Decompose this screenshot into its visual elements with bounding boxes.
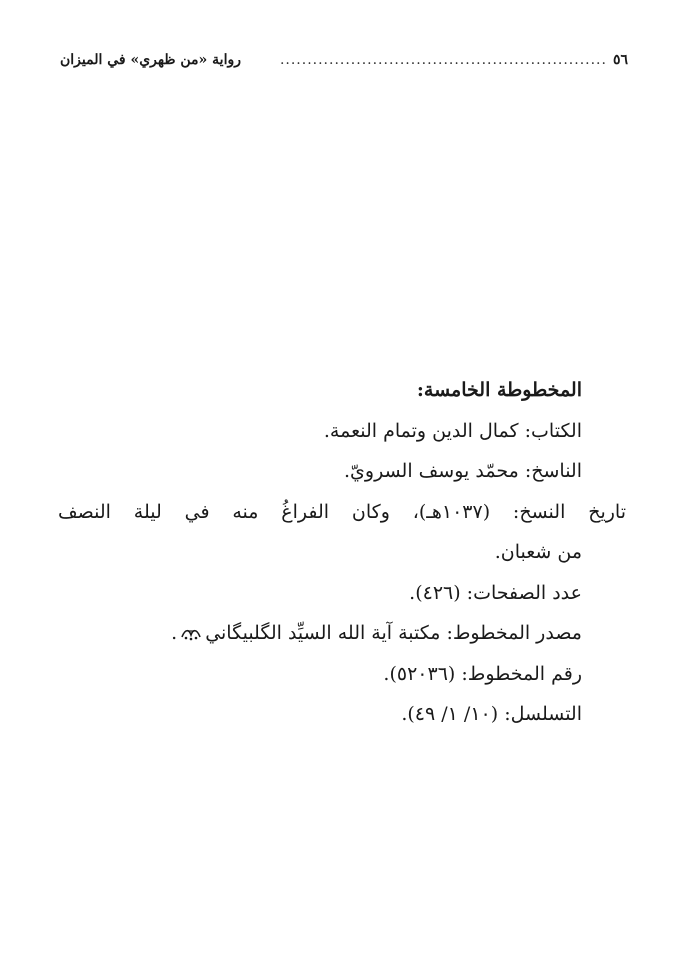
page-number: ٥٦ (612, 52, 628, 68)
source-text: مصدر المخطوط: مكتبة آية الله السيِّد الگلبيگاني (205, 622, 582, 644)
copyist-line: الناسخ: محمّد يوسف السرويّ. (344, 460, 582, 482)
running-title: رواية «من ظهري» في الميزان (60, 52, 241, 68)
manuscript-number-line: رقم المخطوط: (٥٢٠٣٦). (383, 662, 582, 685)
sequence-line: التسلسل: (١٠/ ١/ ٤٩). (401, 703, 582, 725)
honorific-seal-icon (180, 627, 202, 641)
pages-count-line: عدد الصفحات: (٤٢٦). (409, 581, 582, 604)
source-end: . (171, 622, 178, 644)
copy-date-paragraph (58, 492, 626, 573)
header-leader-dots: ............................................................ (279, 52, 607, 68)
copy-date-line-2: من شعبان. (494, 541, 582, 563)
book-line: الكتاب: كمال الدين وتمام النعمة. (323, 419, 582, 442)
manuscript-description (58, 370, 626, 735)
running-header (60, 46, 628, 74)
manuscript-heading: المخطوطة الخامسة: (416, 379, 582, 401)
copy-date-line-1: تاريخ النسخ: (١٠٣٧هـ)، وكان الفراغُ منه في ليلة النصف (58, 500, 626, 523)
source-line (58, 613, 626, 654)
